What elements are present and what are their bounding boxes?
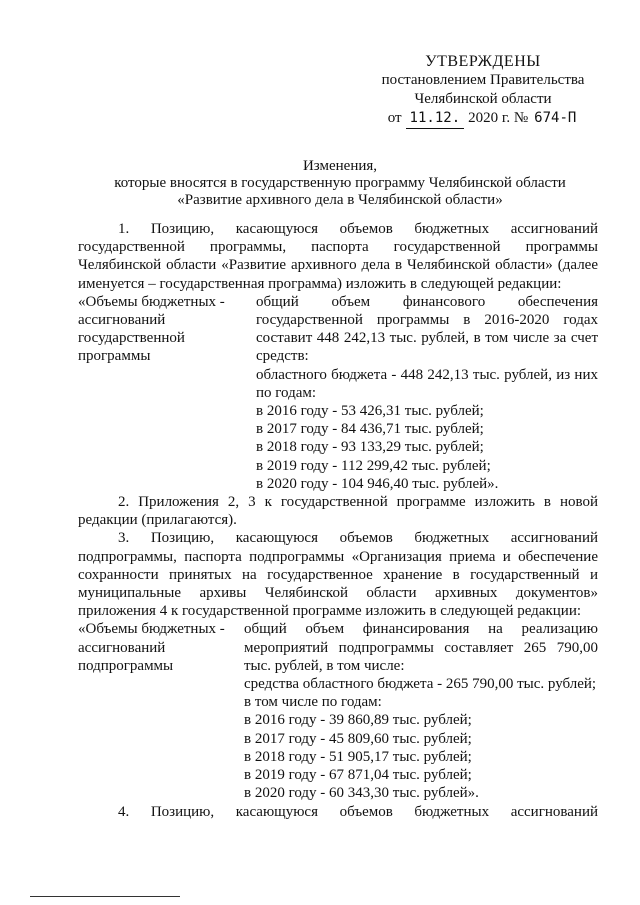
approval-prefix: от	[387, 110, 402, 126]
approval-year: 2020 г. №	[468, 110, 529, 126]
heading-line-3: «Развитие архивного дела в Челябинской области»	[177, 192, 503, 208]
item1-line-2: государственной программы, паспорта государственной программы	[78, 239, 598, 256]
approval-line-1: постановлением Правительства	[381, 72, 585, 88]
item1-right-line: в 2019 году - 112 299,42 тыс. рублей;	[256, 457, 491, 474]
item3-right-line: в 2020 году - 60 343,30 тыс. рублей».	[244, 785, 479, 802]
item3-right-line: в том числе по годам:	[244, 694, 382, 711]
item1-line-1: 1. Позицию, касающуюся объемов бюджетных ассигнований	[118, 221, 598, 237]
approval-block	[368, 52, 598, 129]
item3-right-line: в 2016 году - 39 860,89 тыс. рублей;	[244, 712, 472, 729]
item3-right-line: в 2019 году - 67 871,04 тыс. рублей;	[244, 767, 472, 784]
approval-number: 674-П	[534, 110, 577, 126]
item3-right-line: средства областного бюджета - 265 790,00 тыс. рублей;	[244, 676, 597, 693]
item1-right-line: в 2016 году - 53 426,31 тыс. рублей;	[256, 403, 484, 420]
item1-right-col	[256, 293, 598, 493]
document-heading	[70, 158, 610, 209]
item4-text: 4. Позицию, касающуюся объемов бюджетных ассигнований	[118, 803, 598, 820]
approval-title: УТВЕРЖДЕНЫ	[425, 53, 541, 70]
item3-right-line: в 2017 году - 45 809,60 тыс. рублей;	[244, 730, 472, 747]
item3-right-line: общий объем финансирования на реализацию мероприятий подпрограммы составляет 265 790,00 тыс. рублей, в том числе:	[244, 621, 598, 674]
item1-right-line: в 2020 году - 104 946,40 тыс. рублей».	[256, 475, 499, 492]
footnote-divider	[30, 896, 180, 897]
item2-text: 2. Приложения 2, 3 к государственной программе изложить в новой редакции (прилагаются).	[78, 494, 598, 529]
item1-table	[78, 293, 598, 493]
item1-line-3: Челябинской области «Развитие архивного дела в Челябинской области» (далее	[78, 257, 598, 274]
item3-text: 3. Позицию, касающуюся объемов бюджетных ассигнований подпрограммы, паспорта подпрограммы «Организация приема и обеспечение сохранности принятых на государственное хранение в государственный и муниципальные архивы Челябинской области архивных документов» приложения 4 к государственной программе изложить в следующей редакции:	[78, 530, 598, 620]
item3-table	[78, 620, 598, 802]
item1-left-col: «Объемы бюджетных - ассигнований государственной программы	[78, 293, 225, 365]
item1-right-line: в 2017 году - 84 436,71 тыс. рублей;	[256, 421, 484, 438]
approval-date-row	[368, 109, 598, 129]
heading-line-1: Изменения,	[302, 158, 378, 174]
heading-line-2: которые вносятся в государственную программу Челябинской области	[114, 175, 566, 191]
approval-date: 11.12.	[406, 109, 465, 129]
item1-right-line: общий объем финансового обеспечения государственной программы в 2016-2020 годах составит 448 242,13 тыс. рублей, в том числе за счет средств:	[256, 293, 598, 365]
item3-left-col: «Объемы бюджетных - ассигнований подпрограммы	[78, 621, 225, 674]
item3-right-line: в 2018 году - 51 905,17 тыс. рублей;	[244, 748, 472, 765]
item1-right-line: в 2018 году - 93 133,29 тыс. рублей;	[256, 439, 484, 456]
item3-right-col	[244, 620, 598, 802]
document-body	[78, 220, 598, 821]
approval-line-2: Челябинской области	[414, 91, 552, 107]
item1-line-4: именуется – государственная программа) изложить в следующей редакции:	[78, 275, 562, 292]
item1-right-line: областного бюджета - 448 242,13 тыс. рублей, из них по годам:	[256, 366, 598, 401]
